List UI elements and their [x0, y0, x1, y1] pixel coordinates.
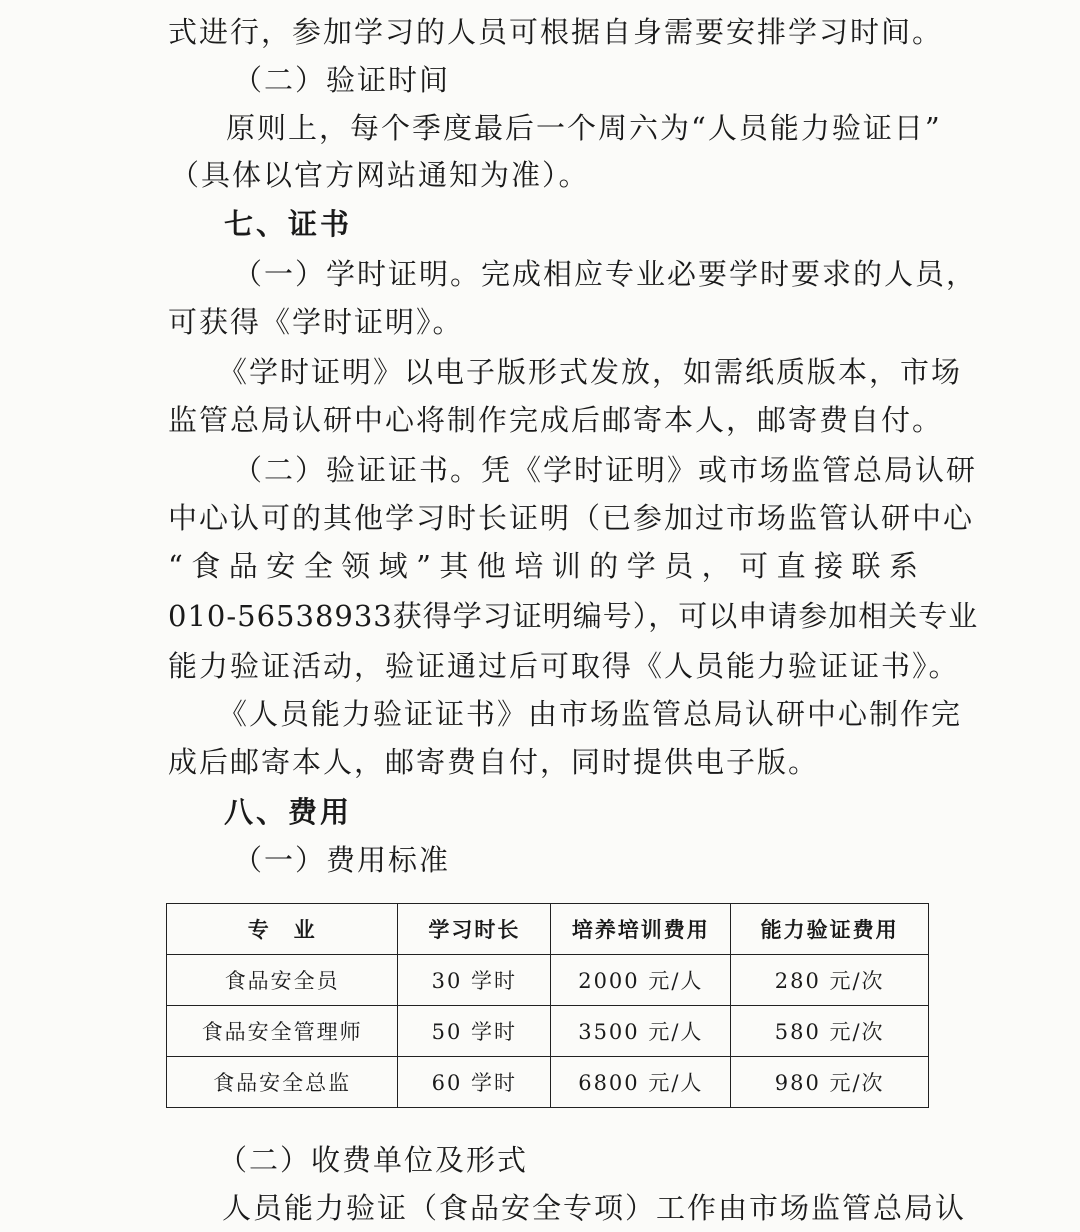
paragraph-line: （二）验证证书。凭《学时证明》或市场监管总局认研: [233, 453, 978, 487]
paragraph-line: 原则上，每个季度最后一个周六为“人员能力验证日”: [226, 111, 942, 145]
paragraph-line: （一）学时证明。完成相应专业必要学时要求的人员，: [233, 257, 978, 291]
cell-major: 食品安全员: [167, 955, 398, 1006]
table-row: [167, 1006, 929, 1057]
column-header-major: 专 业: [167, 904, 398, 955]
paragraph-line-phone: 010-56538933获得学习证明编号），可以申请参加相关专业: [168, 599, 979, 633]
paragraph-line: 《人员能力验证证书》由市场监管总局认研中心制作完: [218, 697, 963, 731]
table-header-row: [167, 904, 929, 955]
column-header-training-fee: 培养培训费用: [551, 904, 731, 955]
subheading-fee-standard: （一）费用标准: [233, 843, 451, 877]
fee-table: [166, 903, 929, 1108]
cell-training-fee: 2000 元/人: [551, 955, 731, 1006]
paragraph-line: 中心认可的其他学习时长证明（已参加过市场监管认研中心: [168, 501, 975, 535]
cell-major: 食品安全管理师: [167, 1006, 398, 1057]
subheading-verification-time: （二）验证时间: [233, 63, 451, 97]
section-heading-certificate: 七、证书: [224, 207, 353, 241]
cell-verification-fee: 580 元/次: [731, 1006, 929, 1057]
cell-hours: 30 学时: [398, 955, 551, 1006]
cell-training-fee: 3500 元/人: [551, 1006, 731, 1057]
table-row: [167, 1057, 929, 1108]
cell-hours: 60 学时: [398, 1057, 551, 1108]
cell-verification-fee: 980 元/次: [731, 1057, 929, 1108]
section-heading-fees: 八、费用: [224, 795, 353, 829]
paragraph-line: 式进行，参加学习的人员可根据自身需要安排学习时间。: [168, 15, 944, 49]
column-header-verification-fee: 能力验证费用: [731, 904, 929, 955]
column-header-study-hours: 学习时长: [398, 904, 551, 955]
paragraph-line: 成后邮寄本人，邮寄费自付，同时提供电子版。: [168, 745, 820, 779]
paragraph-line: 监管总局认研中心将制作完成后邮寄本人，邮寄费自付。: [168, 403, 944, 437]
paragraph-line: 《学时证明》以电子版形式发放，如需纸质版本，市场: [218, 355, 963, 389]
paragraph-line: 可获得《学时证明》。: [168, 305, 464, 339]
cell-verification-fee: 280 元/次: [731, 955, 929, 1006]
table-row: [167, 955, 929, 1006]
paragraph-line: （具体以官方网站通知为准）。: [170, 158, 590, 192]
paragraph-line: “食品安全领域”其他培训的学员，可直接联系: [168, 549, 920, 583]
subheading-fee-collection: （二）收费单位及形式: [218, 1143, 529, 1177]
cell-training-fee: 6800 元/人: [551, 1057, 731, 1108]
paragraph-line: 能力验证活动，验证通过后可取得《人员能力验证证书》。: [168, 649, 960, 683]
cell-hours: 50 学时: [398, 1006, 551, 1057]
paragraph-line: 人员能力验证（食品安全专项）工作由市场监管总局认: [222, 1191, 967, 1225]
cell-major: 食品安全总监: [167, 1057, 398, 1108]
